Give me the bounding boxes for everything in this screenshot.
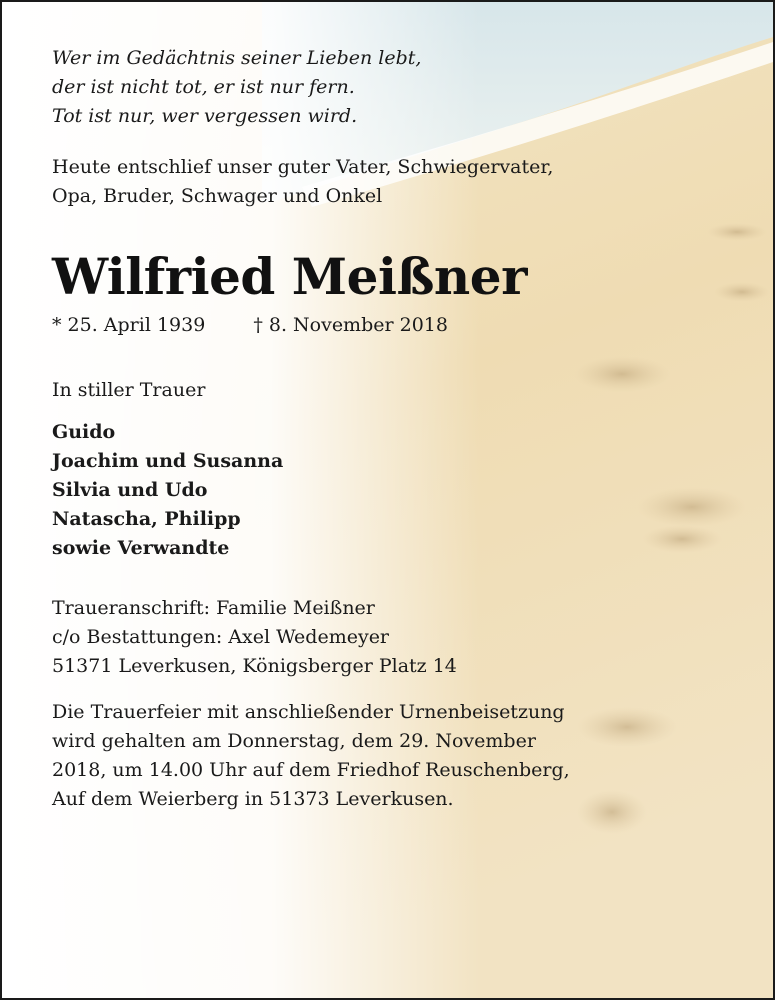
- family-member: Silvia und Udo: [52, 479, 208, 501]
- family-list: [52, 418, 752, 563]
- deceased-name: Wilfried Meißner: [52, 247, 527, 306]
- ceremony-info: [52, 698, 752, 814]
- address-line: c/o Bestattungen: Axel Wedemeyer: [52, 626, 390, 648]
- ceremony-line: Die Trauerfeier mit anschließender Urnenbeisetzung: [52, 701, 565, 723]
- memorial-poem: [52, 44, 752, 131]
- mourning-address: [52, 594, 752, 681]
- family-member: Joachim und Susanna: [52, 450, 284, 472]
- notice-content: [52, 44, 752, 814]
- family-member: Natascha, Philipp: [52, 508, 241, 530]
- ceremony-line: Auf dem Weierberg in 51373 Leverkusen.: [52, 788, 454, 810]
- life-dates: [52, 311, 752, 340]
- address-line: 51371 Leverkusen, Königsberger Platz 14: [52, 655, 457, 677]
- intro-line: Heute entschlief unser guter Vater, Schwiegervater,: [52, 156, 554, 178]
- poem-line: Wer im Gedächtnis seiner Lieben lebt,: [52, 47, 422, 69]
- intro-line: Opa, Bruder, Schwager und Onkel: [52, 185, 383, 207]
- death-date: † 8. November 2018: [253, 314, 448, 336]
- family-member: Guido: [52, 421, 116, 443]
- ceremony-line: 2018, um 14.00 Uhr auf dem Friedhof Reuschenberg,: [52, 759, 570, 781]
- announcement-intro: [52, 153, 752, 211]
- birth-date: * 25. April 1939: [52, 314, 206, 336]
- ceremony-line: wird gehalten am Donnerstag, dem 29. November: [52, 730, 536, 752]
- family-member: sowie Verwandte: [52, 537, 230, 559]
- address-line: Traueranschrift: Familie Meißner: [52, 597, 375, 619]
- poem-line: Tot ist nur, wer vergessen wird.: [52, 105, 358, 127]
- mourning-line: In stiller Trauer: [52, 379, 206, 401]
- poem-line: der ist nicht tot, er ist nur fern.: [52, 76, 355, 98]
